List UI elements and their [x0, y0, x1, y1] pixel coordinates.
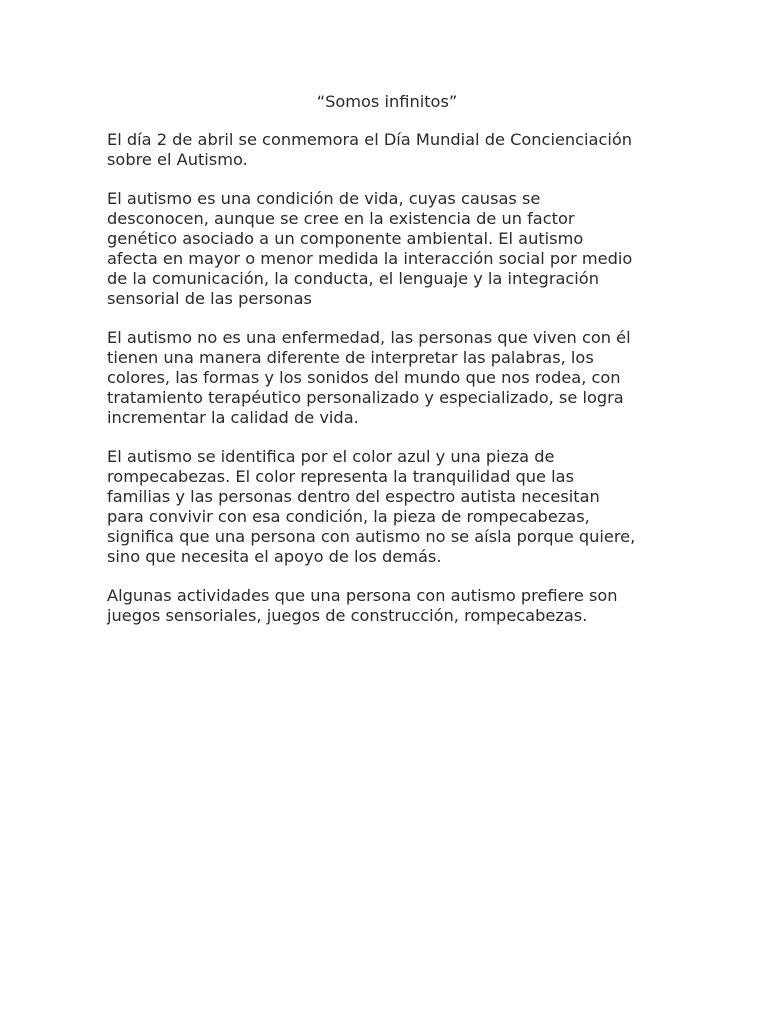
text-line: significa que una persona con autismo no se aísla porque quiere, — [107, 527, 636, 547]
text-line: juegos sensoriales, juegos de construcción, rompecabezas. — [107, 605, 588, 625]
paragraph-intro — [107, 130, 667, 170]
text-line: tienen una manera diferente de interpretar las palabras, los — [107, 347, 594, 367]
text-line: incrementar la calidad de vida. — [107, 408, 359, 428]
text-line: de la comunicación, la conducta, el lenguaje y la integración — [107, 269, 599, 289]
text-line: colores, las formas y los sonidos del mundo que nos rodea, con — [107, 368, 621, 388]
text-line: tratamiento terapéutico personalizado y especializado, se logra — [107, 388, 624, 408]
paragraph-symbol — [107, 447, 667, 568]
text-line: genético asociado a un componente ambiental. El autismo — [107, 228, 584, 248]
text-line: El autismo no es una enfermedad, las personas que viven con él — [107, 327, 631, 347]
text-line: desconocen, aunque se cree en la existencia de un factor — [107, 208, 575, 228]
paragraph-definition — [107, 189, 667, 310]
paragraph-not-disease — [107, 328, 667, 428]
text-line: El autismo es una condición de vida, cuyas causas se — [107, 188, 541, 208]
text-line: sobre el Autismo. — [107, 150, 248, 170]
text-line: rompecabezas. El color representa la tranquilidad que las — [107, 466, 575, 486]
text-line: El día 2 de abril se conmemora el Día Mundial de Concienciación — [107, 130, 633, 150]
document-body — [107, 92, 667, 645]
text-line: Algunas actividades que una persona con autismo prefiere son — [107, 585, 618, 605]
text-line: afecta en mayor o menor medida la interacción social por medio — [107, 249, 633, 269]
text-line: familias y las personas dentro del espectro autista necesitan — [107, 487, 600, 506]
paragraph-activities — [107, 586, 667, 626]
text-line: sino que necesita el apoyo de los demás. — [107, 547, 442, 567]
document-title: “Somos infinitos” — [316, 92, 458, 111]
text-line: sensorial de las personas — [107, 289, 312, 309]
text-line: para convivir con esa condición, la pieza de rompecabezas, — [107, 507, 590, 527]
text-line: El autismo se identifica por el color azul y una pieza de — [107, 446, 555, 466]
